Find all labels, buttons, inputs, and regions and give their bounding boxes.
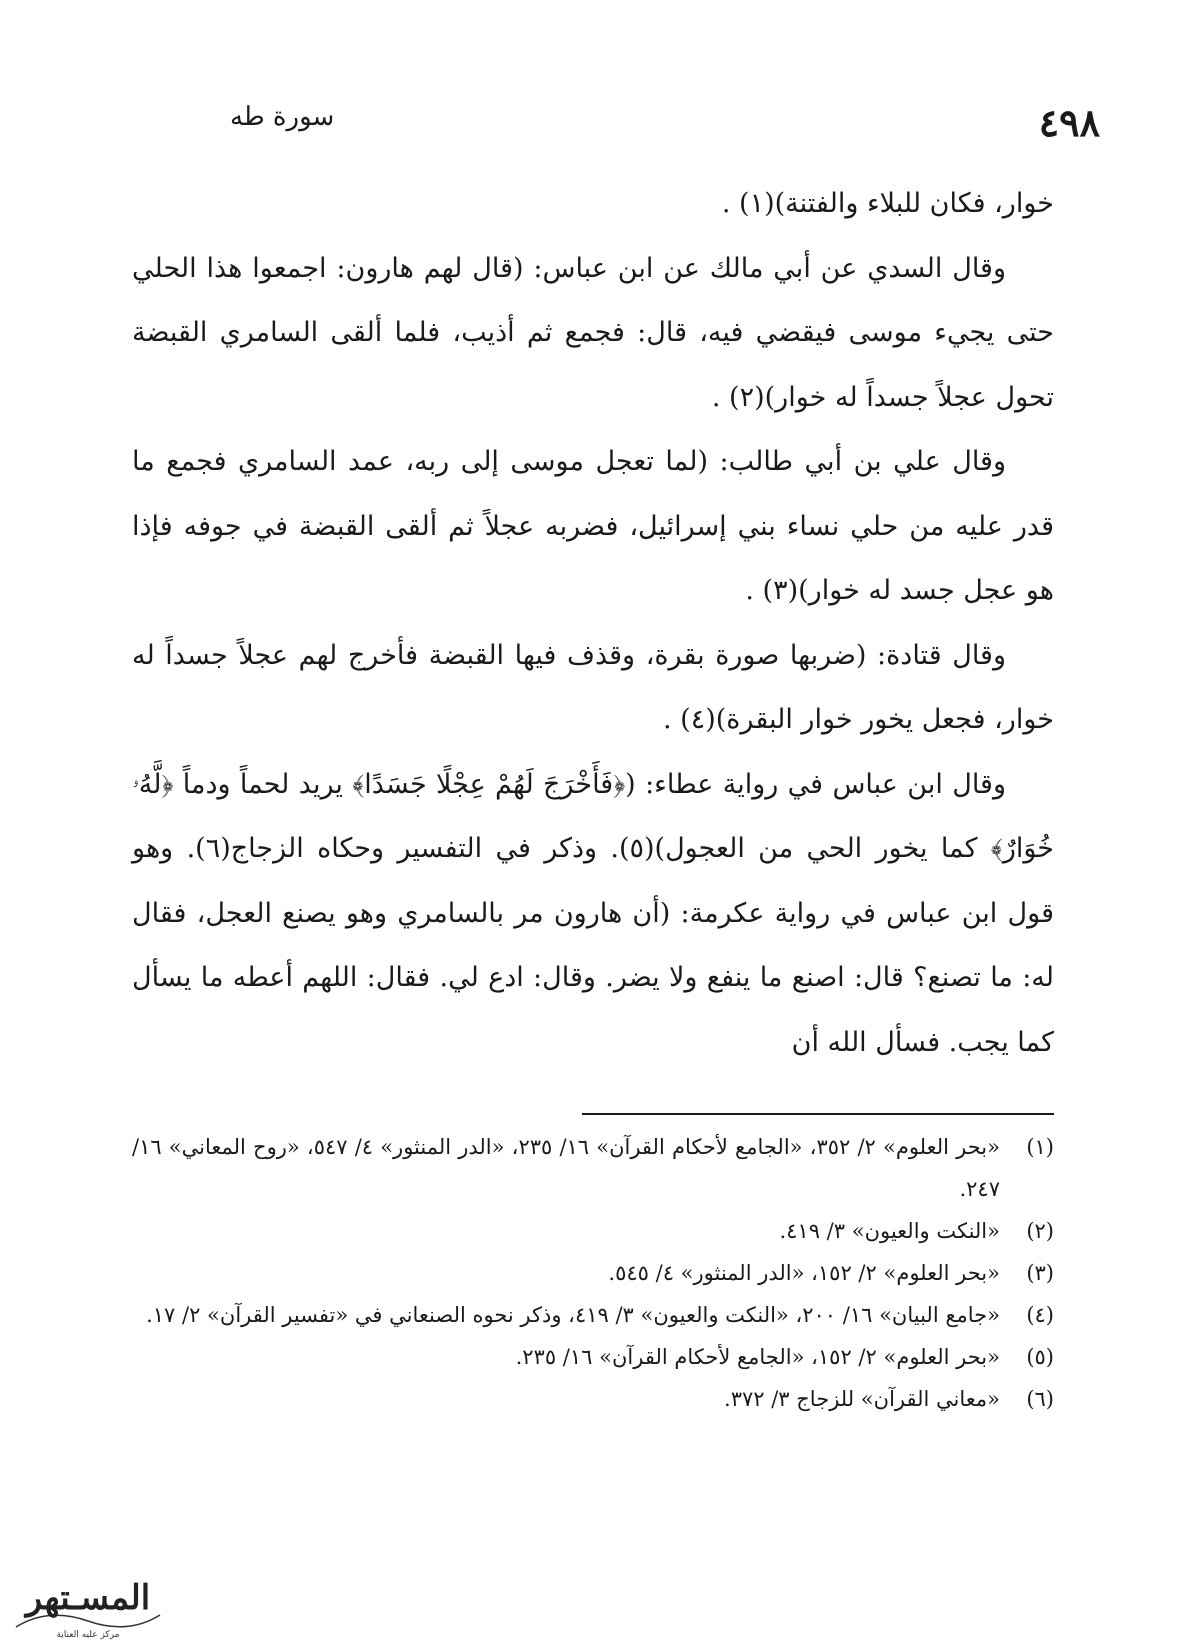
publisher-logo: [8, 1555, 168, 1645]
main-text: [132, 172, 1054, 1075]
footnote-text: «بحر العلوم» ٢/ ١٥٢، «الدر المنثور» ٤/ ٥٤٥.: [608, 1261, 1000, 1285]
footnote-text: «بحر العلوم» ٢/ ١٥٢، «الجامع لأحكام القرآن» ١٦/ ٢٣٥.: [515, 1345, 1000, 1369]
paragraph-3: وقال علي بن أبي طالب: (لما تعجل موسى إلى ربه، عمد السامري فجمع ما قدر عليه من حلي نساء بني إسرائيل، فضربه عجلاً ثم ألقى القبضة في جوفه فإذا هو عجل جسد له خوار)(٣) .: [132, 446, 1054, 606]
footnote-text: «النكت والعيون» ٣/ ٤١٩.: [779, 1219, 1000, 1243]
footnote-text: «جامع البيان» ١٦/ ٢٠٠، «النكت والعيون» ٣/ ٤١٩، وذكر نحوه الصنعاني في «تفسير القرآن» ٢/ ١٧.: [146, 1303, 1000, 1327]
footnote-number: (٦): [1026, 1387, 1054, 1411]
footnote-number: (٥): [1026, 1345, 1054, 1369]
footnotes: [132, 1126, 1054, 1420]
running-title: سورة طه: [230, 102, 335, 132]
footnote: [132, 1252, 1054, 1294]
footnote: [132, 1294, 1054, 1336]
footnote-text: «معاني القرآن» للزجاج ٣/ ٣٧٢.: [724, 1387, 1000, 1411]
paragraph-1: خوار، فكان للبلاء والفتنة)(١) .: [721, 188, 1054, 219]
page-number: ٤٩٨: [1038, 100, 1100, 145]
footnote-number: (١): [1026, 1135, 1054, 1159]
footnote-number: (٢): [1026, 1219, 1054, 1243]
footnote-divider: [582, 1113, 1054, 1115]
footnote-number: (٤): [1026, 1303, 1054, 1327]
paragraph-4: وقال قتادة: (ضربها صورة بقرة، وقذف فيها القبضة فأخرج لهم عجلاً جسداً له خوار، فجعل يخور خوار البقرة)(٤) .: [132, 639, 1054, 735]
footnote: [132, 1210, 1054, 1252]
page-header: [100, 100, 1100, 150]
footnote: [132, 1126, 1054, 1210]
footnote-text: «بحر العلوم» ٢/ ٣٥٢، «الجامع لأحكام القرآن» ١٦/ ٢٣٥، «الدر المنثور» ٤/ ٥٤٧، «روح المعاني» ١٦/ ٢٤٧.: [132, 1135, 1000, 1201]
paragraph-5: وقال ابن عباس في رواية عطاء: (﴿فَأَخْرَجَ لَهُمْ عِجْلًا جَسَدًا﴾ يريد لحماً ودماً ﴿لَّهُۥ خُوَارٌ﴾ كما يخور الحي من العجول)(٥). وذكر في التفسير وحكاه الزجاج(٦). وهو قول ابن عباس في رواية عكرمة: (أن هارون مر بالسامري وهو يصنع العجل، فقال له: ما تصنع؟ قال: اصنع ما ينفع ولا يضر. وقال: ادع لي. فقال: اللهم أعطه ما يسأل كما يجب. فسأل الله أن: [132, 768, 1054, 1058]
logo-text: المسـتهر: [25, 1578, 151, 1618]
paragraph-2: وقال السدي عن أبي مالك عن ابن عباس: (قال لهم هارون: اجمعوا هذا الحلي حتى يجيء موسى فيقضي فيه، قال: فجمع ثم أذيب، فلما ألقى السامري القبضة تحول عجلاً جسداً له خوار)(٢) .: [132, 252, 1054, 413]
logo-subtext: مركز عليه العناية: [56, 1630, 120, 1640]
footnote: [132, 1378, 1054, 1420]
footnote-number: (٣): [1026, 1261, 1054, 1285]
footnote: [132, 1336, 1054, 1378]
